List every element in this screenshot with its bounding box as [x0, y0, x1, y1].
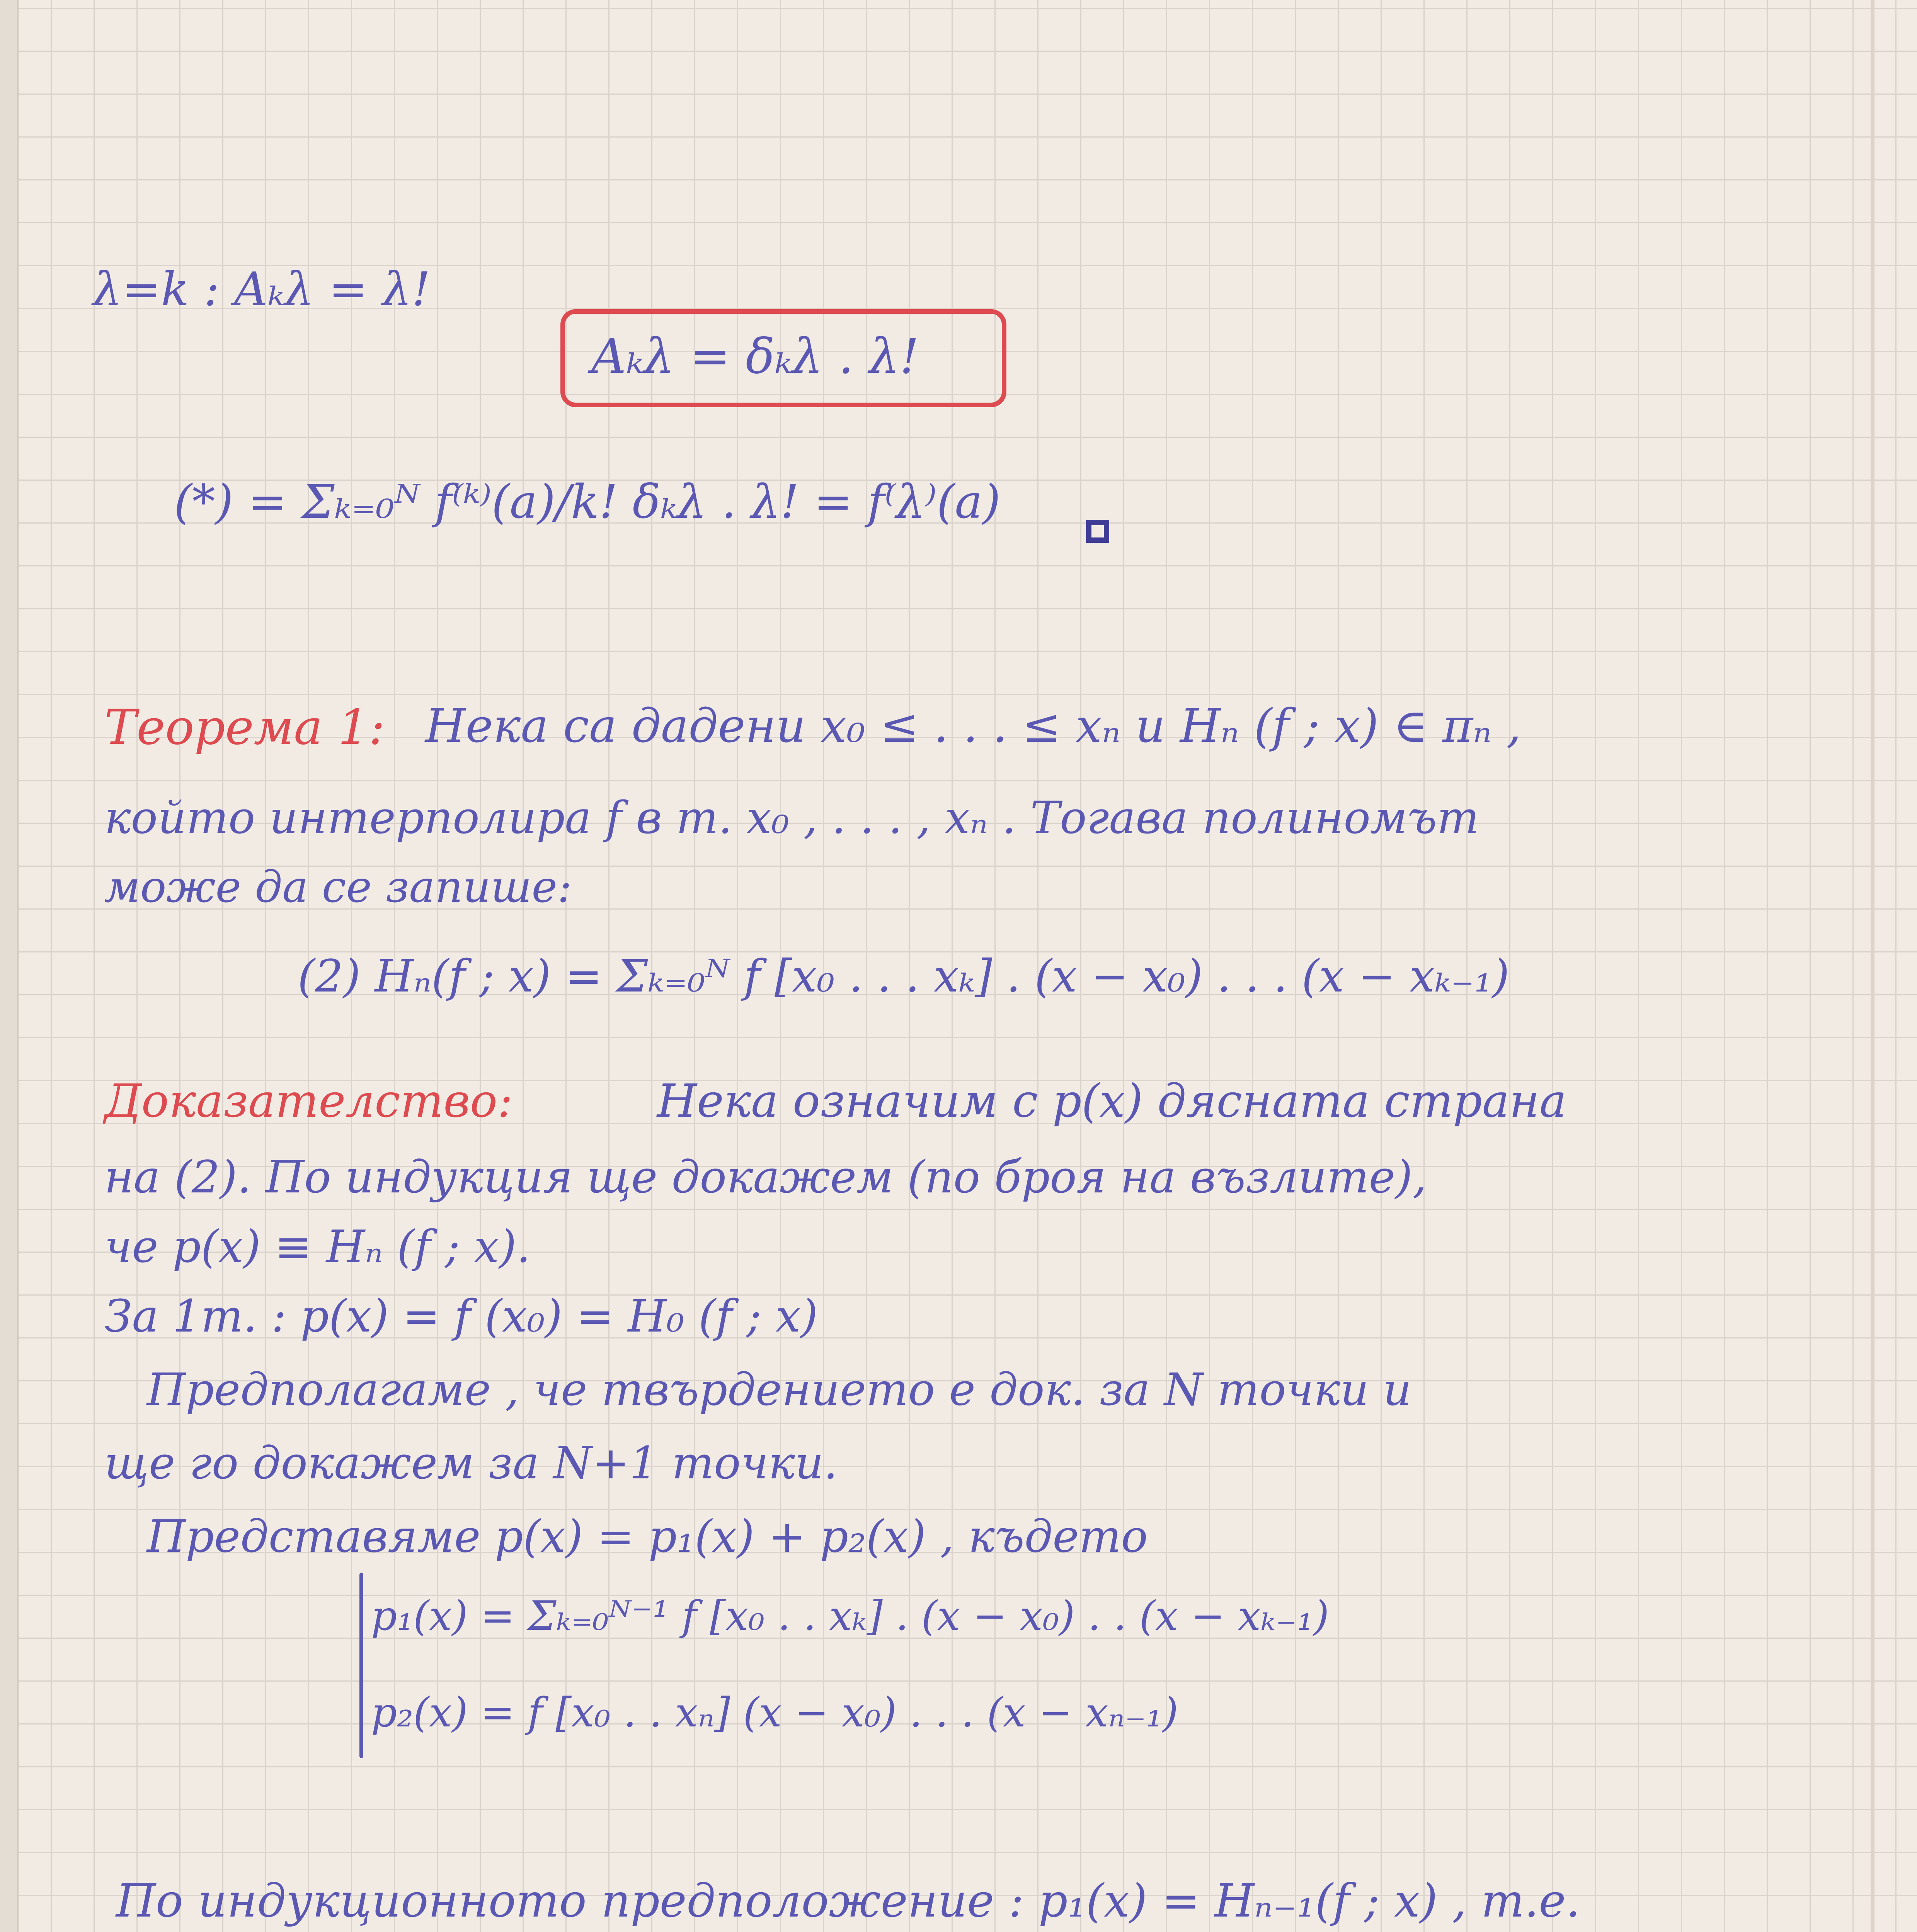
proof-line-1: Нека означим с p(x) дясната страна — [657, 1074, 1567, 1128]
system-brace — [359, 1573, 363, 1758]
p2-definition: p₂(x) = f [x₀ . . xₙ] (x − x₀) . . . (x − xₙ₋₁) — [371, 1689, 1178, 1736]
theorem-line-2: който интерполира f в т. x₀ , . . . , xₙ . Тогава полиномът — [104, 792, 1479, 844]
proof-line-4: За 1т. : p(x) = f (x₀) = H₀ (f ; x) — [104, 1291, 818, 1342]
proof-line-5: Предполагаме , че твърдението е док. за N точки и — [147, 1364, 1412, 1416]
induction-line-1: По индукционното предположение : p₁(x) = Hₙ₋₁(f ; x) , т.е. — [116, 1874, 1580, 1927]
page-margin-line — [1871, 0, 1874, 1932]
page-left-edge — [0, 0, 19, 1932]
boxed-formula: Aₖλ = δₖλ . λ! — [591, 328, 919, 384]
proof-line-6: ще го докажем за N+1 точки. — [104, 1437, 838, 1489]
newton-formula: (2) Hₙ(f ; x) = Σₖ₌₀ᴺ f [x₀ . . . xₖ] . (x − x₀) . . . (x − xₖ₋₁) — [298, 951, 1510, 1002]
line-lambda-equals-k: λ=k : Aₖλ = λ! — [93, 263, 431, 316]
theorem-line-3: може да се запише: — [104, 862, 572, 912]
qed-square-icon — [1086, 520, 1109, 543]
proof-line-7: Представяме p(x) = p₁(x) + p₂(x) , където — [147, 1511, 1148, 1563]
proof-line-2: на (2). По индукция ще докажем (по броя на възлите), — [104, 1151, 1427, 1203]
theorem-line-1: Нека са дадени x₀ ≤ . . . ≤ xₙ и Hₙ (f ; x) ∈ πₙ , — [425, 699, 1521, 753]
p1-definition: p₁(x) = Σₖ₌₀ᴺ⁻¹ f [x₀ . . xₖ] . (x − x₀) . . (x − xₖ₋₁) — [371, 1592, 1329, 1639]
formula-star: (*) = Σₖ₌₀ᴺ f⁽ᵏ⁾(a)/k! δₖλ . λ! = f⁽λ⁾(a) — [174, 475, 1001, 529]
theorem-heading: Теорема 1: — [104, 699, 385, 755]
proof-heading: Доказателство: — [104, 1074, 513, 1128]
proof-line-3: че p(x) ≡ Hₙ (f ; x). — [104, 1221, 531, 1273]
